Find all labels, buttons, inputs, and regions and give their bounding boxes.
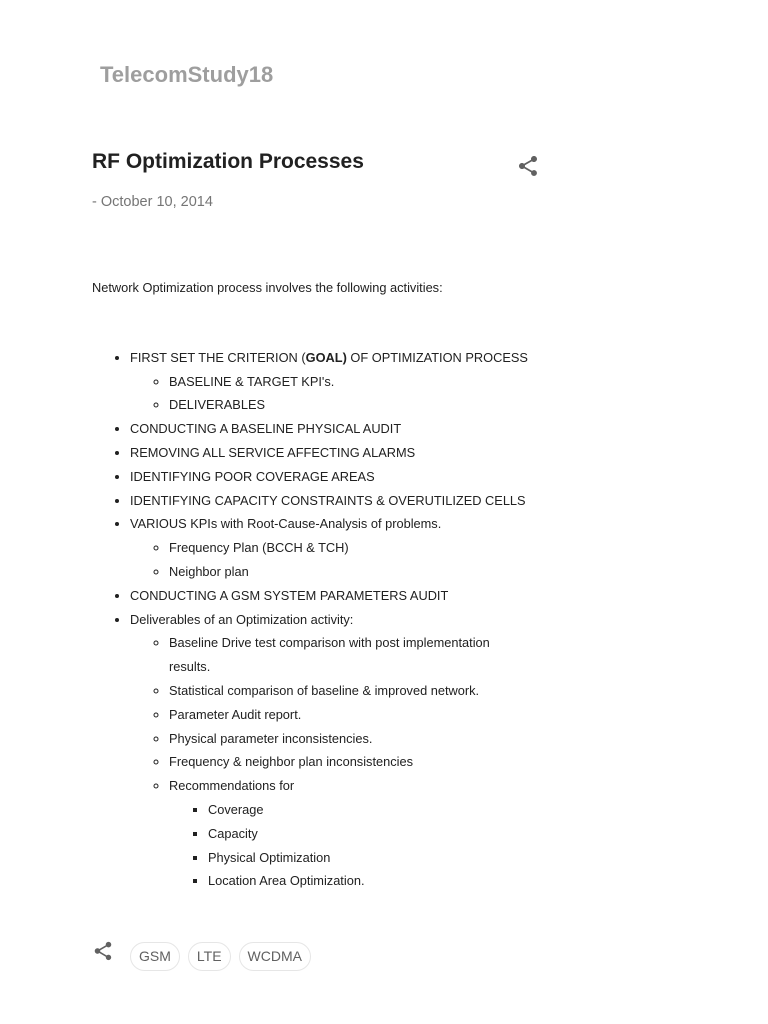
share-icon[interactable] bbox=[92, 940, 114, 962]
share-icon[interactable] bbox=[516, 154, 540, 178]
goal-bold-text: GOAL) bbox=[305, 349, 347, 365]
list-item: • FIRST SET THE CRITERION (GOAL) OF OPTIMIZATION PROCESS ◦ BASELINE & TARGET KPI's. ◦ DELIVERABLES bbox=[130, 346, 532, 417]
label-chip-lte[interactable]: LTE bbox=[188, 942, 231, 971]
post-body bbox=[92, 276, 532, 893]
post-title: RF Optimization Processes bbox=[92, 150, 364, 173]
list-item: ◦ Neighbor plan bbox=[169, 560, 532, 584]
list-item: ▪ Location Area Optimization. bbox=[208, 869, 532, 893]
list-item: • REMOVING ALL SERVICE AFFECTING ALARMS bbox=[130, 441, 532, 465]
list-item: ▪ Capacity bbox=[208, 822, 532, 846]
list-item: • Deliverables of an Optimization activity: ◦ Baseline Drive test comparison with post implementation results. ◦ Statistical comparison of baseline & improved network. ◦ Parameter Audit report. ◦ Physical parameter inconsistencies. ◦ Frequency & neighbor plan inconsistencies ◦ Recommendations for ▪ Coverage ▪ Capacity ▪ Physical Optimization ▪ Location Area Optimization. bbox=[130, 608, 532, 894]
list-item: ◦ Baseline Drive test comparison with post implementation results. bbox=[169, 631, 532, 679]
list-item: ▪ Coverage bbox=[208, 798, 532, 822]
list-item: ◦ Physical parameter inconsistencies. bbox=[169, 727, 532, 751]
list-item: ◦ Frequency & neighbor plan inconsistencies bbox=[169, 750, 532, 774]
activity-list bbox=[92, 346, 532, 893]
list-item: • VARIOUS KPIs with Root-Cause-Analysis of problems. ◦ Frequency Plan (BCCH & TCH) ◦ Neighbor plan bbox=[130, 512, 532, 583]
list-item: ◦ Statistical comparison of baseline & improved network. bbox=[169, 679, 532, 703]
list-item: • IDENTIFYING CAPACITY CONSTRAINTS & OVERUTILIZED CELLS bbox=[130, 489, 532, 513]
post-labels bbox=[130, 942, 311, 971]
list-item: • CONDUCTING A GSM SYSTEM PARAMETERS AUDIT bbox=[130, 584, 532, 608]
list-item: ▪ Physical Optimization bbox=[208, 846, 532, 870]
list-item: ◦ DELIVERABLES bbox=[169, 393, 532, 417]
list-item: ◦ BASELINE & TARGET KPI's. bbox=[169, 370, 532, 394]
list-item: • CONDUCTING A BASELINE PHYSICAL AUDIT bbox=[130, 417, 532, 441]
list-item: ◦ Recommendations for ▪ Coverage ▪ Capacity ▪ Physical Optimization ▪ Location Area Optimization. bbox=[169, 774, 532, 893]
list-item: ◦ Frequency Plan (BCCH & TCH) bbox=[169, 536, 532, 560]
label-chip-wcdma[interactable]: WCDMA bbox=[239, 942, 311, 971]
label-chip-gsm[interactable]: GSM bbox=[130, 942, 180, 971]
intro-text: Network Optimization process involves the following activities: bbox=[92, 280, 443, 295]
post-date[interactable]: - October 10, 2014 bbox=[92, 194, 213, 210]
list-item: • IDENTIFYING POOR COVERAGE AREAS bbox=[130, 465, 532, 489]
blog-title[interactable]: TelecomStudy18 bbox=[100, 62, 274, 87]
list-item: ◦ Parameter Audit report. bbox=[169, 703, 532, 727]
